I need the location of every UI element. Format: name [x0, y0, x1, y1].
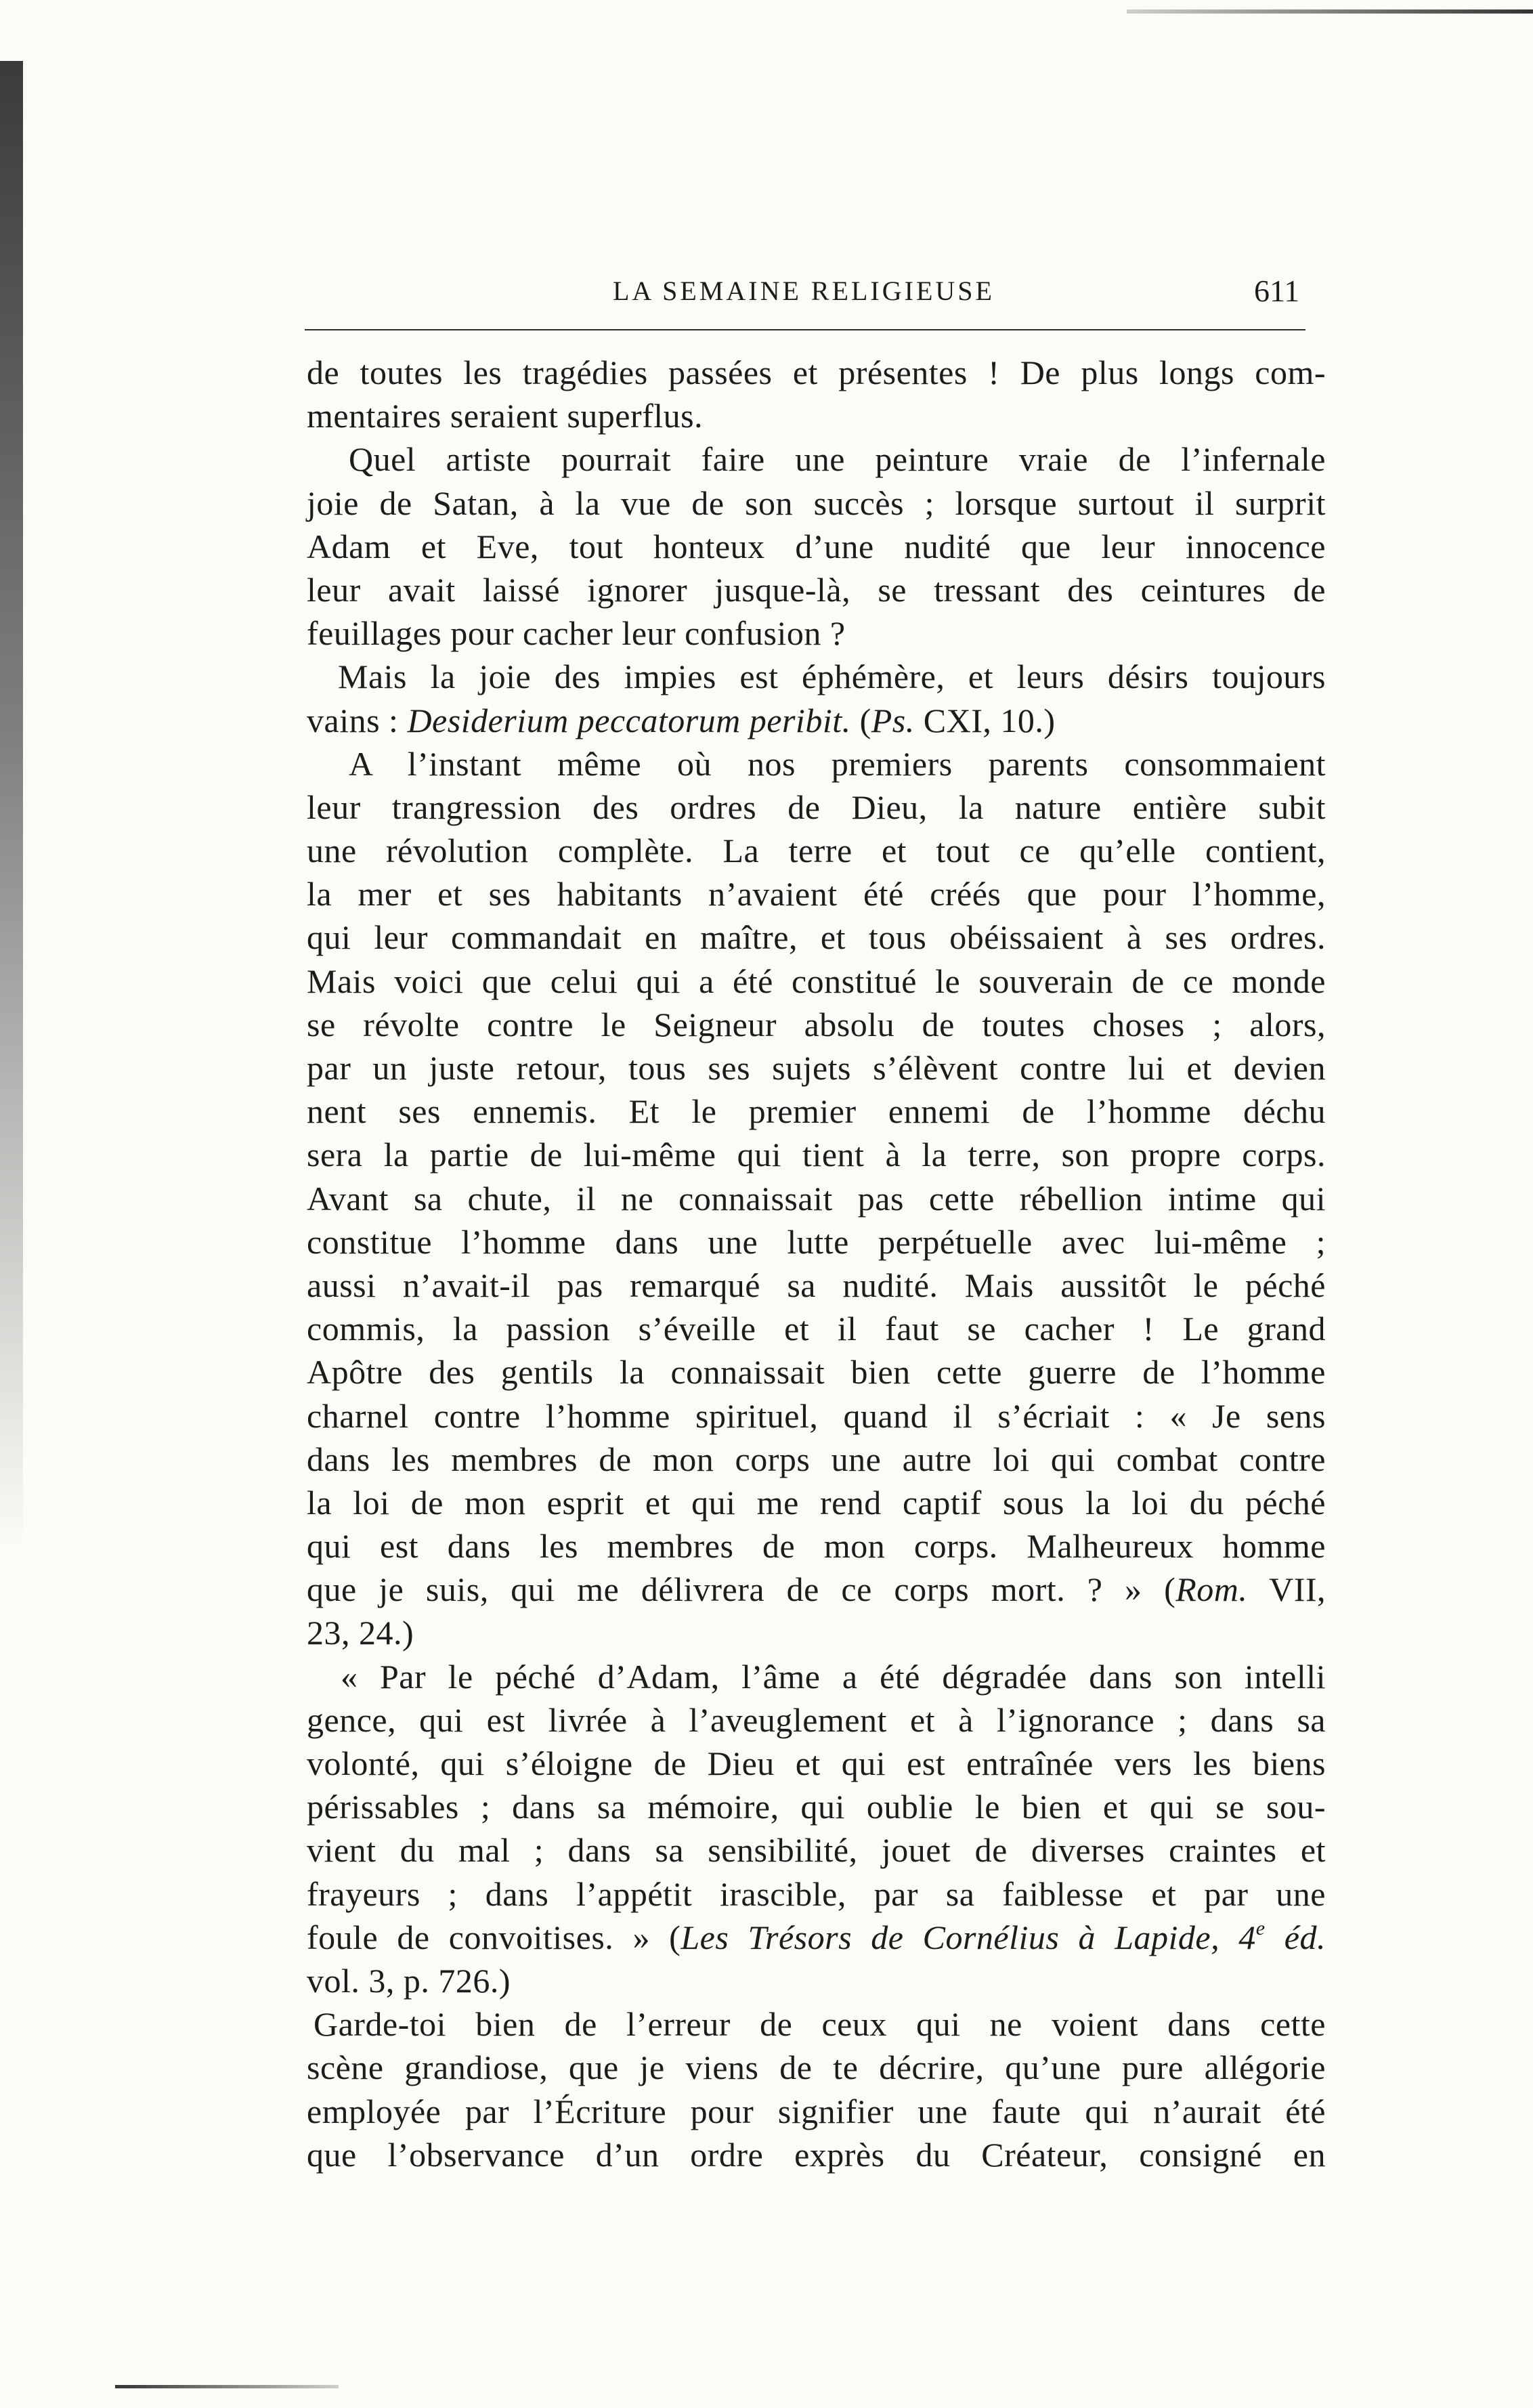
paragraph [307, 2002, 1326, 2176]
text-segment: que je suis, qui me délivrera de ce corps mort. ? » ( [307, 1570, 1176, 1609]
scan-edge-mark-top [1127, 9, 1533, 14]
text-line: leur avait laissé ignorer jusque-là, se tressant des ceintures de [307, 570, 1326, 609]
text-line: frayeurs ; dans l’appétit irascible, par sa faiblesse et par une [307, 1874, 1326, 1913]
book-citation: Les Trésors de Cornélius à Lapide, 4 [681, 1918, 1256, 1956]
text-line: Avant sa chute, il ne connaissait pas cette rébellion intime qui [307, 1179, 1326, 1218]
running-head-title: LA SEMAINE RELIGIEUSE [613, 276, 995, 306]
reference-abbreviation: Ps. [871, 701, 915, 739]
text-line: Quel artiste pourrait faire une peinture vraie de l’infernale [349, 440, 1326, 479]
text-segment: ( [850, 701, 871, 739]
text-line: Mais la joie des impies est éphémère, et leurs désirs toujours [338, 658, 1326, 696]
text-line: Apôtre des gentils la connaissait bien cette guerre de l’homme [307, 1353, 1326, 1392]
text-line: Garde-toi bien de l’erreur de ceux qui ne voient dans cette [314, 2005, 1326, 2044]
text-line: qui est dans les membres de mon corps. Malheureux homme [307, 1527, 1326, 1566]
text-line: vient du mal ; dans sa sensibilité, jouet de diverses craintes et [307, 1831, 1326, 1870]
text-line: dans les membres de mon corps une autre loi qui combat contre [307, 1440, 1326, 1478]
text-segment: vains : [307, 701, 408, 739]
paragraph [307, 655, 1326, 741]
header-rule [305, 329, 1305, 330]
text-line: sera la partie de lui-même qui tient à la terre, son propre corps. [307, 1136, 1326, 1174]
superscript: e [1255, 1916, 1266, 1939]
text-line: se révolte contre le Seigneur absolu de toutes choses ; alors, [307, 1005, 1326, 1044]
text-line: la loi de mon esprit et qui me rend captif sous la loi du péché [307, 1483, 1326, 1522]
text-line: que l’observance d’un ordre exprès du Créateur, consigné en [307, 2135, 1326, 2174]
text-line: scène grandiose, que je viens de te décrire, qu’une pure allégorie [307, 2048, 1326, 2087]
text-line: qui leur commandait en maître, et tous obéissaient à ses ordres. [307, 918, 1326, 957]
paragraph [307, 351, 1326, 437]
text-line: « Par le péché d’Adam, l’âme a été dégradée dans son intelli [341, 1657, 1326, 1696]
text-line: feuillages pour cacher leur confusion ? [307, 614, 846, 653]
paragraph [307, 437, 1326, 655]
text-line: périssables ; dans sa mémoire, qui oublie le bien et qui se sou- [307, 1788, 1326, 1826]
paragraph [307, 742, 1326, 1655]
text-line: commis, la passion s’éveille et il faut se cacher ! Le grand [307, 1310, 1326, 1348]
page-number: 611 [1254, 274, 1300, 308]
binding-shadow [0, 61, 23, 1551]
text-line: 23, 24.) [307, 1614, 414, 1652]
text-line: charnel contre l’homme spirituel, quand il s’écriait : « Je sens [307, 1396, 1326, 1435]
text-line: une révolution complète. La terre et tout ce qu’elle contient, [307, 832, 1326, 870]
text-segment: VII, [1247, 1570, 1326, 1609]
text-line [307, 1916, 1326, 1959]
text-line: la mer et ses habitants n’avaient été créés que pour l’homme, [307, 875, 1326, 913]
text-line [307, 1568, 1326, 1611]
text-line: constitue l’homme dans une lutte perpétuelle avec lui-même ; [307, 1222, 1326, 1261]
text-segment: CXI, 10.) [914, 701, 1056, 739]
text-line: mentaires seraient superflus. [307, 397, 704, 435]
text-line [307, 699, 1326, 742]
text-segment: foule de convoitises. » ( [307, 1918, 681, 1956]
scan-edge-mark-bottom [115, 2385, 339, 2388]
text-line: vol. 3, p. 726.) [307, 1961, 511, 2000]
text-line: aussi n’avait-il pas remarqué sa nudité. Mais aussitôt le péché [307, 1266, 1326, 1304]
text-line: A l’instant même où nos premiers parents consommaient [349, 744, 1326, 783]
paragraph [307, 1655, 1326, 2003]
text-line: nent ses ennemis. Et le premier ennemi de l’homme déchu [307, 1092, 1326, 1131]
latin-citation: Desiderium peccatorum peribit. [407, 701, 851, 739]
text-line: volonté, qui s’éloigne de Dieu et qui est entraînée vers les biens [307, 1744, 1326, 1782]
text-line: de toutes les tragédies passées et présentes ! De plus longs com- [307, 353, 1326, 391]
text-line: Adam et Eve, tout honteux d’une nudité que leur innocence [307, 527, 1326, 565]
text-line: leur trangression des ordres de Dieu, la nature entière subit [307, 788, 1326, 826]
text-line: Mais voici que celui qui a été constitué le souverain de ce monde [307, 962, 1326, 1000]
text-segment: éd. [1265, 1918, 1326, 1956]
text-line: employée par l’Écriture pour signifier une faute qui n’aurait été [307, 2092, 1326, 2130]
text-line: gence, qui est livrée à l’aveuglement et à l’ignorance ; dans sa [307, 1700, 1326, 1739]
reference-abbreviation: Rom. [1175, 1570, 1248, 1609]
text-line: par un juste retour, tous ses sujets s’élèvent contre lui et devien [307, 1049, 1326, 1087]
text-body [307, 351, 1326, 2176]
text-line: joie de Satan, à la vue de son succès ; lorsque surtout il surprit [307, 483, 1326, 522]
